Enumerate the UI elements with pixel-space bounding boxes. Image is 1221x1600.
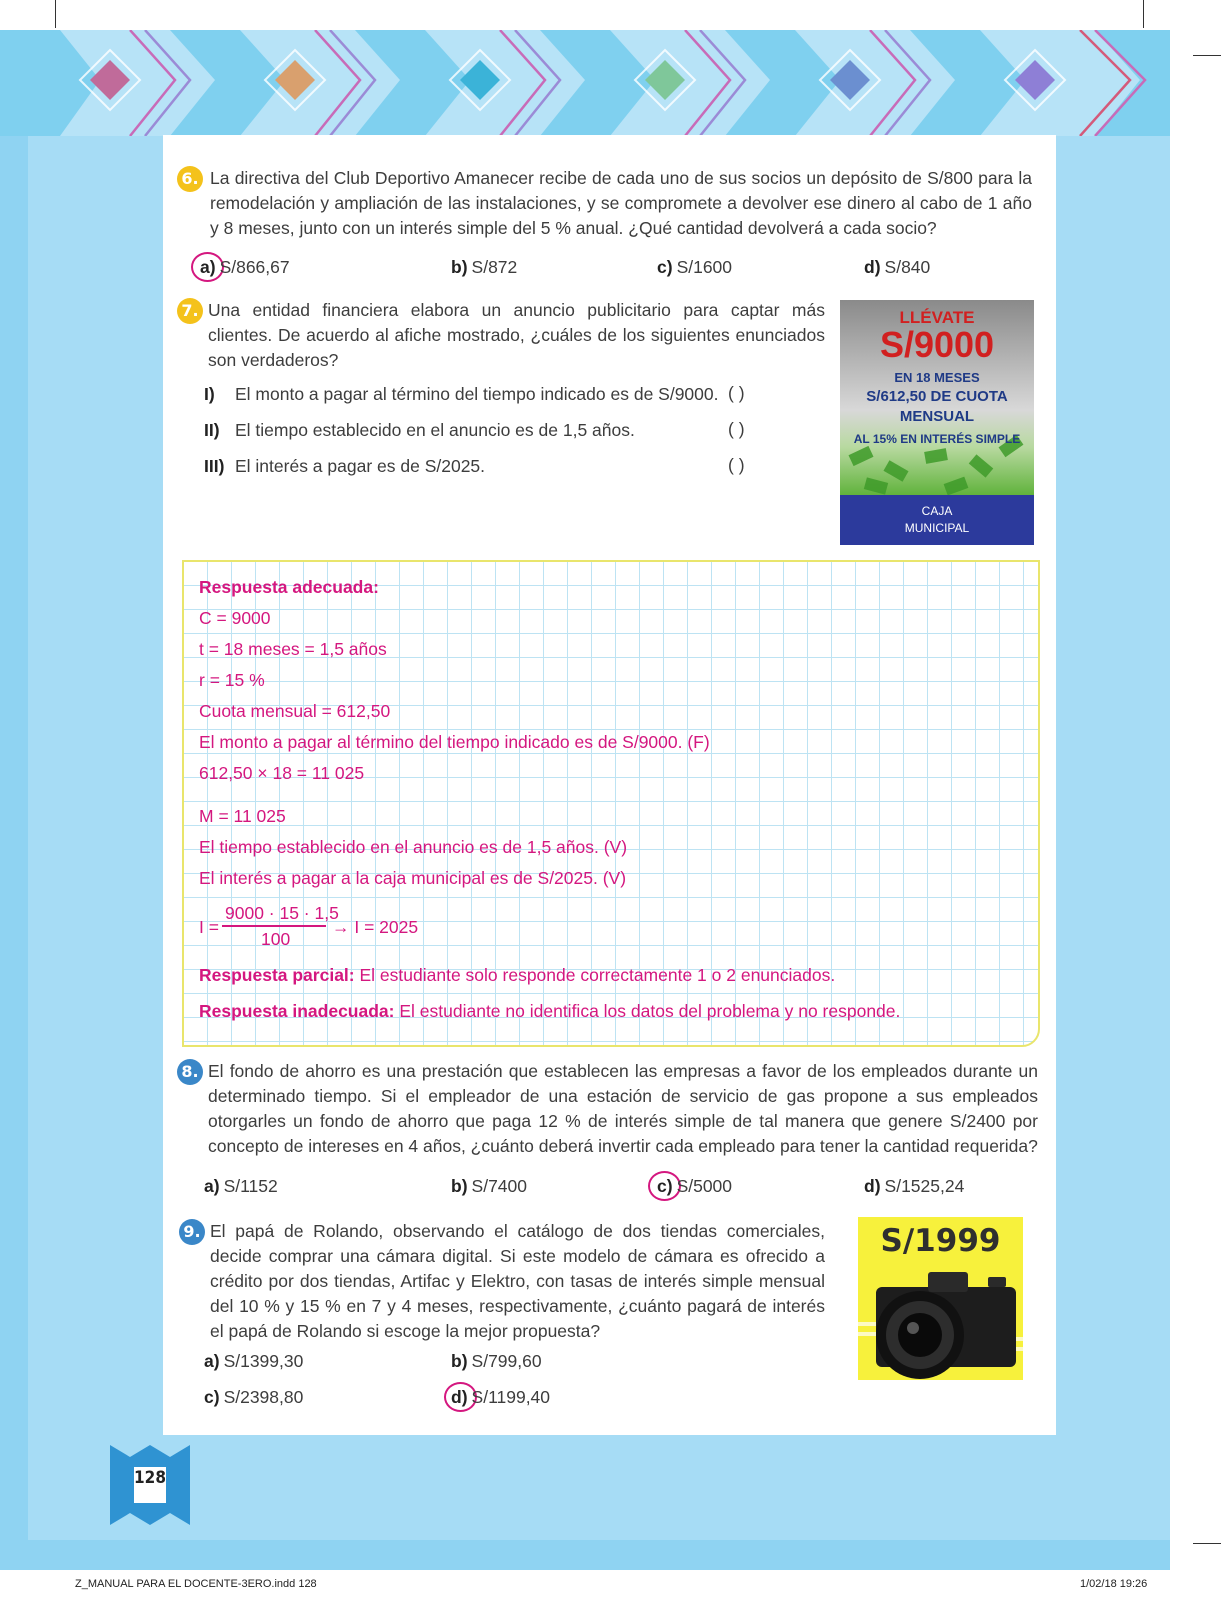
question-7-text: Una entidad financiera elabora un anuncio publicitario para captar más clientes. De acuerdo al afiche mostrado, ¿cuáles de los siguientes enunciados son verdaderos?: [208, 300, 825, 370]
ad-rate: AL 15% EN INTERÉS SIMPLE: [853, 432, 1021, 446]
statement-1: I) El monto a pagar al término del tiempo indicado es de S/9000.: [204, 384, 719, 404]
statement-2-answer-box[interactable]: ( ): [728, 419, 745, 439]
footer-file-name: Z_MANUAL PARA EL DOCENTE-3ERO.indd 128: [75, 1578, 317, 1590]
q9-option-d[interactable]: d) S/1199,40: [451, 1387, 551, 1407]
ad-headline: LLÉVATE: [899, 308, 975, 327]
ad-footer-line-2: MUNICIPAL: [904, 521, 970, 535]
question-6-text: La directiva del Club Deportivo Amanecer recibe de cada uno de sus socios un depósito de S/800 para la remodelación y ampliación de las instalaciones, y se compromete a devolver ese dinero al cabo de 1 año y 8 meses, junto con un interés simple del 5 % anual. ¿Qué cantidad devolverá a cada socio?: [210, 168, 1032, 238]
question-number-9: 9.: [179, 1219, 205, 1245]
inadequate-label: Respuesta inadecuada:: [199, 1001, 395, 1021]
answer-line: r = 15 %: [199, 670, 265, 690]
ad-monthly: MENSUAL: [899, 408, 975, 425]
q9-option-b[interactable]: b) S/799,60: [451, 1351, 542, 1371]
answer-line: M = 11 025: [199, 806, 286, 826]
footer-date: 1/02/18 19:26: [1080, 1578, 1148, 1590]
question-9-text: El papá de Rolando, observando el catálogo de dos tiendas comerciales, decide comprar una cámara digital. Si este modelo de cámara es ofrecido a crédito por dos tiendas, Artifac y Elektro, con tasas de interés simple mensual del 10 % y 15 % en 7 y 4 meses, respectivamente, ¿cuánto pagará de interés el papá de Rolando si escoge la mejor propuesta?: [210, 1221, 825, 1341]
ad-installment: S/612,50 DE CUOTA: [866, 388, 1008, 405]
statement-2: II) El tiempo establecido en el anuncio es de 1,5 años.: [204, 420, 635, 440]
q6-option-b[interactable]: b) S/872: [451, 257, 518, 277]
question-number-6: 6.: [177, 166, 203, 192]
ad-amount: S/9000: [879, 324, 995, 365]
ad-term: EN 18 MESES: [894, 370, 980, 385]
formula-denominator: 100: [261, 929, 291, 949]
answer-line: El monto a pagar al término del tiempo indicado es de S/9000. (F): [199, 732, 710, 752]
answer-line: El interés a pagar a la caja municipal es de S/2025. (V): [199, 868, 627, 888]
crop-mark: [1143, 0, 1144, 28]
ad-footer: [840, 495, 1034, 545]
bank-advertisement: [840, 300, 1034, 545]
inadequate-answer: [199, 1000, 900, 1022]
inadequate-text: El estudiante no identifica los datos del problema y no responde.: [399, 1001, 901, 1021]
crop-mark: [1193, 55, 1221, 56]
crop-mark: [1193, 1543, 1221, 1544]
q6-option-a[interactable]: a) S/866,67: [200, 257, 290, 277]
answer-line: C = 9000: [199, 608, 271, 628]
q8-option-c[interactable]: c) S/5000: [657, 1176, 733, 1196]
ad-footer-line-1: CAJA: [921, 504, 953, 518]
q6-option-c[interactable]: c) S/1600: [657, 257, 733, 277]
pattern-graphic: [0, 30, 1170, 136]
q8-option-d[interactable]: d) S/1525,24: [864, 1176, 965, 1196]
statement-3-answer-box[interactable]: ( ): [728, 455, 745, 475]
q8-option-a[interactable]: a) S/1152: [204, 1176, 278, 1196]
camera-price: S/1999: [880, 1223, 1001, 1259]
statement-1-answer-box[interactable]: ( ): [728, 383, 745, 403]
answer-line: El tiempo establecido en el anuncio es de 1,5 años. (V): [199, 837, 628, 857]
crop-mark: [55, 0, 56, 28]
partial-label: Respuesta parcial:: [199, 965, 355, 985]
statement-3: III) El interés a pagar es de S/2025.: [204, 456, 486, 476]
question-number-7: 7.: [177, 298, 203, 324]
formula-result: → I = 2025: [332, 917, 419, 937]
camera-icon: [858, 1217, 1023, 1380]
q9-option-a[interactable]: a) S/1399,30: [204, 1351, 304, 1371]
q6-option-d[interactable]: d) S/840: [864, 257, 931, 277]
page-number: 128: [134, 1468, 166, 1488]
camera-advertisement: [858, 1217, 1023, 1380]
partial-answer: [199, 964, 835, 986]
answer-line: Cuota mensual = 612,50: [199, 701, 391, 721]
answer-line: 612,50 × 18 = 11 025: [199, 763, 365, 783]
formula-lhs: I =: [199, 917, 219, 937]
answer-heading: Respuesta adecuada:: [199, 577, 379, 597]
q9-option-c[interactable]: c) S/2398,80: [204, 1387, 304, 1407]
answer-line: t = 18 meses = 1,5 años: [199, 639, 387, 659]
decorative-header: [0, 30, 1170, 136]
partial-text: El estudiante solo responde correctamente 1 o 2 enunciados.: [359, 965, 836, 985]
formula-numerator: 9000 · 15 · 1,5: [225, 903, 339, 923]
question-number-8: 8.: [177, 1059, 203, 1085]
q8-option-b[interactable]: b) S/7400: [451, 1176, 527, 1196]
question-8-text: El fondo de ahorro es una prestación que establecen las empresas a favor de los empleados durante un determinado tiempo. Si el empleador de una estación de servicio de gas propone a sus empleados otorgarles un fondo de ahorro que paga 12 % de interés simple de tal manera que genere S/2400 por concepto de intereses en 4 años, ¿cuánto deberá invertir cada empleado para tener la cantidad requerida?: [208, 1061, 1038, 1156]
fraction-bar: [222, 925, 326, 927]
